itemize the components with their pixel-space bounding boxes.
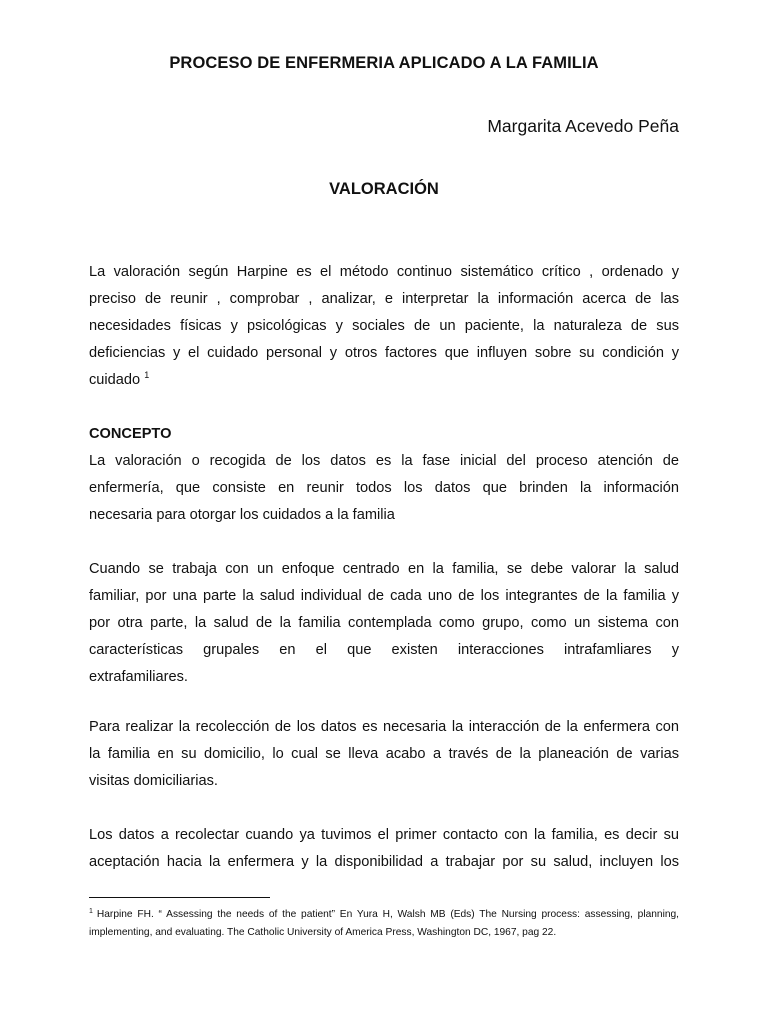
- text-fragment: cuidado: [89, 372, 141, 388]
- text-line: características grupales en el que existen interacciones intrafamliares y: [89, 642, 679, 658]
- footnote: [89, 903, 679, 942]
- footnote-mark: 1: [89, 908, 93, 915]
- text-line: por otra parte, la salud de la familia contemplada como grupo, como un sistema con: [89, 615, 679, 631]
- concepto-section: [89, 421, 679, 529]
- text-line: extrafamiliares.: [89, 669, 188, 685]
- text-line: enfermería, que consiste en reunir todos los datos que brinden la información: [89, 480, 679, 496]
- text-line: La valoración según Harpine es el método continuo sistemático crítico , ordenado y: [89, 264, 679, 280]
- text-line: preciso de reunir , comprobar , analizar, e interpretar la información acerca de las: [89, 291, 679, 307]
- text-line: [89, 367, 679, 394]
- datos-paragraph: [89, 822, 679, 876]
- text-line: necesidades físicas y psicológicas y sociales de un paciente, la naturaleza de sus: [89, 318, 679, 334]
- text-line: deficiencias y el cuidado personal y otros factores que influyen sobre su condición y: [89, 345, 679, 361]
- intro-paragraph: [89, 259, 679, 394]
- author-name: Margarita Acevedo Peña: [487, 116, 679, 136]
- text-line: Cuando se trabaja con un enfoque centrado en la familia, se debe valorar la salud: [89, 561, 679, 577]
- footnote-line: [89, 903, 679, 924]
- text-line: necesaria para otorgar los cuidados a la familia: [89, 507, 395, 523]
- footnote-line: implementing, and evaluating. The Catholic University of America Press, Washington DC, 1967, pag 22.: [89, 927, 557, 938]
- footnote-divider: [89, 897, 270, 898]
- section-title: VALORACIÓN: [329, 180, 439, 198]
- recoleccion-paragraph: [89, 714, 679, 795]
- familia-paragraph: [89, 556, 679, 691]
- text-line: Para realizar la recolección de los datos es necesaria la interacción de la enfermera con: [89, 719, 679, 735]
- text-line: visitas domiciliarias.: [89, 773, 218, 789]
- document-title: PROCESO DE ENFERMERIA APLICADO A LA FAMILIA: [169, 54, 599, 72]
- concepto-heading: CONCEPTO: [89, 426, 172, 442]
- footnote-reference: 1: [144, 370, 150, 380]
- footnote-text: Harpine FH. “ Assessing the needs of the patient” En Yura H, Walsh MB (Eds) The Nursing process: assessing, planning,: [96, 909, 679, 920]
- text-line: aceptación hacia la enfermera y la disponibilidad a trabajar por su salud, incluyen los: [89, 854, 679, 870]
- text-line: La valoración o recogida de los datos es la fase inicial del proceso atención de: [89, 453, 679, 469]
- text-line: Los datos a recolectar cuando ya tuvimos el primer contacto con la familia, es decir su: [89, 827, 679, 843]
- text-line: la familia en su domicilio, lo cual se lleva acabo a través de la planeación de varias: [89, 746, 679, 762]
- text-line: familiar, por una parte la salud individual de cada uno de los integrantes de la familia y: [89, 588, 679, 604]
